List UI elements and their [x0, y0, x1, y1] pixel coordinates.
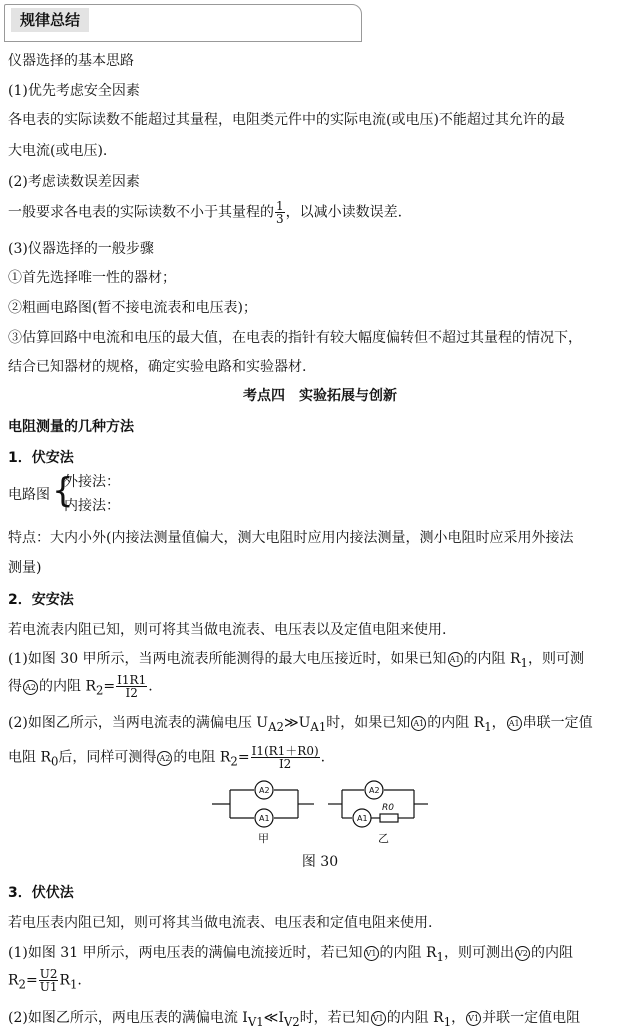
text-line: ③估算回路中电流和电压的最大值，在电表的指针有较大幅度偏转但不超过其量程的情况下， [8, 330, 582, 346]
method-heading: 1．伏安法 [8, 450, 74, 466]
fraction-den: U1 [39, 980, 58, 994]
text-line-with-meters: (2)如图乙所示，当两电流表的满偏电压 $U_{A2}≫U_{A1}$时，如果已知 A1 的内阻 $R_1$， A1 串联一定值 [8, 715, 593, 734]
voltmeter-v1-icon: V1 [466, 1011, 481, 1026]
text-line: 特点：大内小外(内接法测量值偏大，测大电阻时应用内接法测量，测小电阻时应采用外接法 [8, 530, 574, 546]
text-span: ，则可测出 [443, 945, 514, 961]
ammeter-a2-icon: A2 [157, 751, 172, 766]
fraction-den: I2 [278, 757, 292, 771]
fraction-num: U2 [39, 967, 58, 981]
ammeter-a2-icon: A2 [23, 680, 38, 695]
text-span: R [59, 972, 70, 989]
text-span: ， [451, 1010, 466, 1026]
fraction-den: 3 [276, 212, 284, 226]
text-line: (1)优先考虑安全因素 [8, 83, 140, 99]
fraction-num: 1 [276, 199, 284, 213]
section-title: 考点四 实验拓展与创新 [243, 388, 397, 404]
method-heading: 2．安安法 [8, 592, 74, 608]
circuit-label: 电路图 [8, 487, 50, 503]
text-line: 仪器选择的基本思路 [8, 53, 134, 69]
text-span: = [103, 678, 116, 695]
text-line-with-meters: (1)如图 31 甲所示，两电压表的满偏电流接近时，若已知 V1 的内阻 $R_1$，则可测出 V2 的内阻 [8, 945, 573, 964]
fraction-num: I1(R1＋R0) [251, 744, 319, 758]
text-line: 结合已知器材的规格，确定实验电路和实验器材. [8, 359, 307, 375]
ammeter-a1-icon: A1 [411, 716, 426, 731]
text-line: 若电压表内阻已知，则可将其当做电流表、电压表和定值电阻来使用. [8, 915, 433, 931]
text-line-with-meters: (2)如图乙所示，两电压表的满偏电流 $I_{V1}≪I_{V2}$时，若已知 V1 的内阻 $R_1$， V1 并联一定值电阻 [8, 1010, 581, 1029]
figure-caption: 图 30 [301, 854, 339, 870]
summary-tag-box [4, 4, 362, 42]
text-span: ≪I [263, 1010, 284, 1026]
text-line: 测量) [8, 560, 42, 576]
voltmeter-v1-icon: V1 [364, 946, 379, 961]
text-line: (2)考虑读数误差因素 [8, 174, 140, 190]
ammeter-a2-label: A2 [369, 786, 380, 795]
figure-label-jia: 甲 [258, 832, 269, 845]
text-line-with-fraction [8, 200, 402, 225]
subsection-title: 电阻测量的几种方法 [8, 419, 134, 435]
text-span: (1)如图 30 甲所示，当两电流表所能测得的最大电压接近时，如果已知 [8, 651, 447, 667]
text-line: 各电表的实际读数不能超过其量程，电阻类元件中的实际电流(或电压)不能超过其允许的最 [8, 112, 565, 128]
text-span: 的电阻 R [173, 749, 231, 766]
fraction [39, 968, 59, 993]
fraction [251, 745, 320, 770]
text-span: 的内阻 [530, 945, 573, 961]
fraction [275, 200, 285, 225]
text-span: 时，如果已知 [326, 715, 411, 731]
text-span: (2)如图乙所示，当两电流表的满偏电压 U [8, 715, 269, 731]
text-span: 一般要求各电表的实际读数不小于其量程的 [8, 204, 274, 221]
ammeter-a1-label: A1 [259, 814, 270, 823]
text-span: (1)如图 31 甲所示，两电压表的满偏电流接近时，若已知 [8, 945, 363, 961]
text-line: 大电流(或电压). [8, 143, 108, 159]
text-span: ，则可测 [527, 651, 584, 667]
text-line: ②粗画电路图(暂不接电流表和电压表)； [8, 300, 257, 316]
text-span: 的内阻 R [386, 1010, 444, 1026]
fraction-num: I1R1 [117, 673, 147, 687]
text-span: 得 [8, 678, 22, 695]
text-line: (3)仪器选择的一般步骤 [8, 241, 154, 257]
internal-method: 内接法： [64, 498, 120, 514]
text-line-with-formula: $R_2=$ $\frac{U2}{U1}$ $R_1$. [8, 967, 82, 994]
figure-label-yi: 乙 [378, 832, 389, 845]
external-method: 外接法： [64, 474, 120, 490]
text-span: 电阻 R [8, 749, 51, 766]
text-span: ， [491, 715, 506, 731]
fraction [116, 674, 147, 699]
text-span: 的内阻 R [379, 945, 437, 961]
ammeter-a1-label: A1 [357, 814, 368, 823]
text-span: 的内阻 R [427, 715, 485, 731]
text-line: ①首先选择唯一性的器材； [8, 270, 176, 286]
text-span: 串联一定值 [522, 715, 593, 731]
text-span: 后，同样可测得 [58, 749, 157, 766]
brace-glyph: { [52, 471, 74, 511]
voltmeter-v1-icon: V1 [371, 1011, 386, 1026]
text-line-with-formula: 得 A2 的内阻 $R_2=$ $\frac{I1R1}{I2}$ . [8, 673, 153, 700]
voltmeter-v2-icon: V2 [515, 946, 530, 961]
text-span: (2)如图乙所示，两电压表的满偏电流 I [8, 1010, 248, 1026]
text-span: R [8, 972, 19, 989]
text-line-with-meters: (1)如图 30 甲所示，当两电流表所能测得的最大电压接近时，如果已知 A1 的内阻 $R_1$，则可测 [8, 651, 584, 670]
fraction-den: I2 [125, 686, 138, 700]
text-span: ≫U [283, 715, 311, 731]
resistor-r0-label: R0 [382, 803, 394, 813]
text-span: 并联一定值电阻 [482, 1010, 581, 1026]
text-span: 时，若已知 [299, 1010, 370, 1026]
ammeter-a2-label: A2 [259, 786, 270, 795]
text-span: 的内阻 R [39, 678, 96, 695]
text-span: ，以减小读数误差. [285, 204, 403, 221]
text-line-with-formula: 电阻 $R_0$后，同样可测得 A2 的电阻 $R_2=$ $\frac{I1(R1+R0)}{I2}$ . [8, 744, 326, 771]
ammeter-a1-icon: A1 [448, 652, 463, 667]
summary-tag-label: 规律总结 [11, 8, 89, 32]
method-heading: 3．伏伏法 [8, 885, 74, 901]
text-line: 若电流表内阻已知，则可将其当做电流表、电压表以及定值电阻来使用. [8, 622, 447, 638]
text-span: 的内阻 R [463, 651, 521, 667]
ammeter-a1-icon: A1 [507, 716, 522, 731]
figure-30-circuits [200, 776, 440, 856]
